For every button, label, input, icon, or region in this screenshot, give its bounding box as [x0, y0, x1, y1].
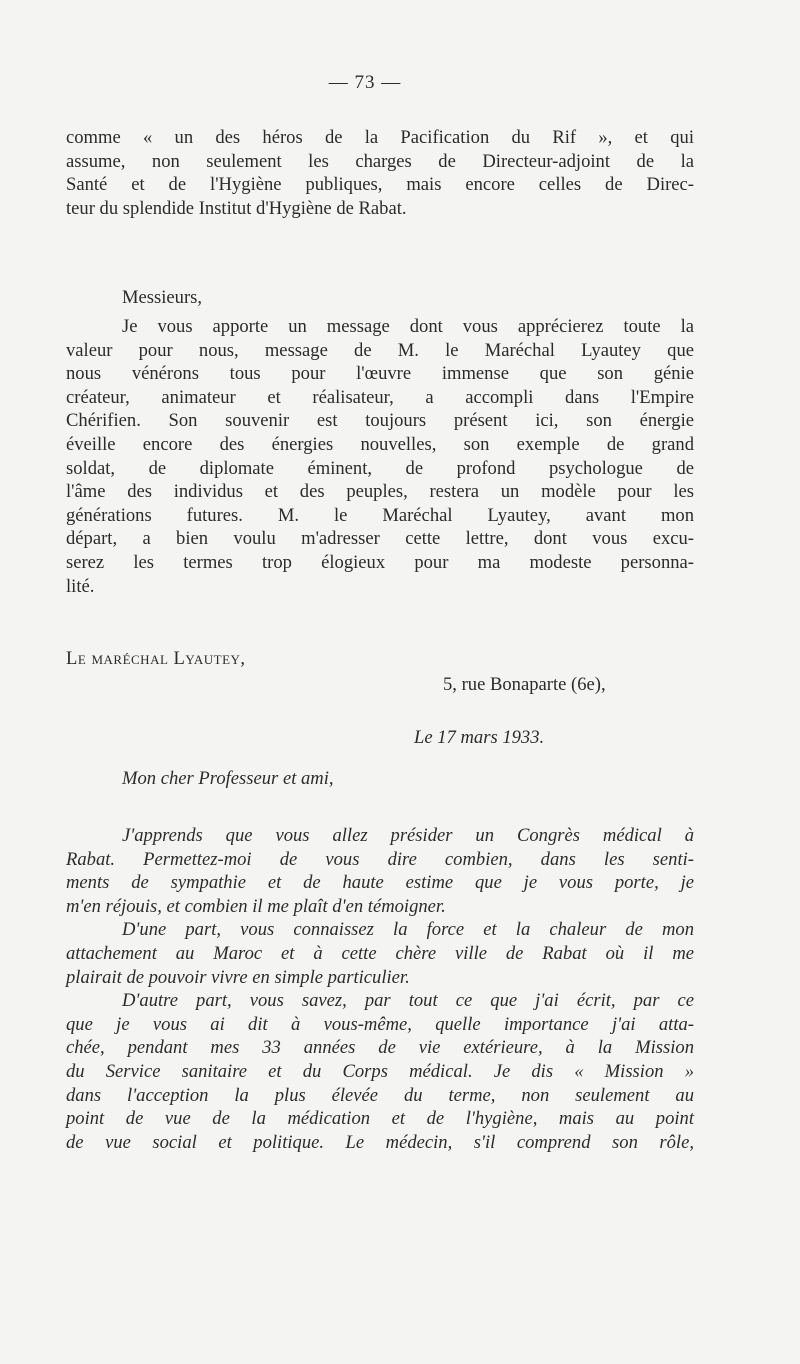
text-line: point de vue de la médication et de l'hygiène, mais au point — [66, 1108, 694, 1130]
letter-date: Le 17 mars 1933. — [414, 727, 545, 748]
main-paragraph — [66, 315, 694, 598]
text-line: D'autre part, vous savez, par tout ce que j'ai écrit, par ce — [122, 990, 694, 1012]
text-line: assume, non seulement les charges de Directeur-adjoint de la — [66, 150, 694, 172]
text-line: du Service sanitaire et du Corps médical. Je dis « Mission » — [66, 1060, 694, 1082]
text-line: attachement au Maroc et à cette chère ville de Rabat où il me — [66, 942, 694, 964]
text-line: départ, a bien voulu m'adresser cette lettre, dont vous excu- — [66, 528, 694, 550]
text-line: comme « un des héros de la Pacification du Rif », et qui — [66, 127, 694, 148]
text-line: Santé et de l'Hygiène publiques, mais encore celles de Direc- — [66, 174, 694, 196]
letter-paragraph — [66, 989, 694, 1154]
letter-paragraph — [66, 918, 694, 989]
letter-greeting: Mon cher Professeur et ami, — [122, 768, 334, 789]
text-line: que je vous ai dit à vous-même, quelle importance j'ai atta- — [66, 1013, 694, 1035]
letter-sender: Le maréchal Lyautey, — [66, 648, 246, 669]
text-line: Chérifien. Son souvenir est toujours présent ici, son énergie — [66, 410, 694, 432]
text-line: m'en réjouis, et combien il me plaît d'en témoigner. — [66, 895, 446, 917]
text-line: dans l'acception la plus élevée du terme, non seulement au — [66, 1084, 694, 1106]
text-line: lité. — [66, 575, 95, 597]
text-line: serez les termes trop élogieux pour ma modeste personna- — [66, 551, 694, 573]
page-number: — 73 — — [328, 72, 402, 93]
text-line: l'âme des individus et des peuples, restera un modèle pour les — [66, 481, 694, 503]
text-line: teur du splendide Institut d'Hygiène de Rabat. — [66, 197, 407, 219]
letter-address: 5, rue Bonaparte (6e), — [443, 674, 606, 695]
letter-paragraph — [66, 824, 694, 918]
text-line: soldat, de diplomate éminent, de profond psychologue de — [66, 457, 694, 479]
text-line: valeur pour nous, message de M. le Maréchal Lyautey que — [66, 339, 694, 361]
text-line: créateur, animateur et réalisateur, a accompli dans l'Empire — [66, 386, 694, 408]
text-line: éveille encore des énergies nouvelles, son exemple de grand — [66, 433, 694, 455]
text-line: nous vénérons tous pour l'œuvre immense que son génie — [66, 363, 694, 385]
text-line: D'une part, vous connaissez la force et la chaleur de mon — [122, 919, 694, 941]
intro-paragraph — [66, 126, 694, 220]
letter-body — [66, 824, 694, 1154]
text-line: chée, pendant mes 33 années de vie extérieure, à la Mission — [66, 1037, 694, 1059]
text-line: J'apprends que vous allez présider un Congrès médical à — [122, 825, 694, 846]
text-line: générations futures. M. le Maréchal Lyautey, avant mon — [66, 504, 694, 526]
text-line: Je vous apporte un message dont vous apprécierez toute la — [122, 316, 694, 337]
text-line: de vue social et politique. Le médecin, s'il comprend son rôle, — [66, 1131, 694, 1153]
text-line: plairait de pouvoir vivre en simple particulier. — [66, 966, 410, 988]
text-line: ments de sympathie et de haute estime que je vous porte, je — [66, 872, 694, 894]
salutation: Messieurs, — [122, 287, 203, 308]
text-line: Rabat. Permettez-moi de vous dire combien, dans les senti- — [66, 848, 694, 870]
